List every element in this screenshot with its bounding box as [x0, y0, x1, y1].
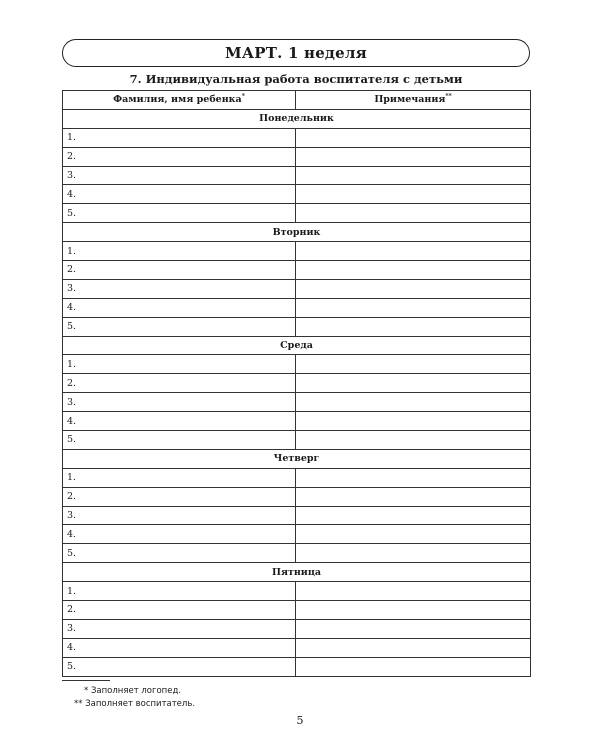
day-row: [63, 223, 531, 242]
child-name-cell[interactable]: 5.: [63, 317, 296, 336]
table-row: [63, 355, 531, 374]
table-row: [63, 468, 531, 487]
table-row: [63, 317, 531, 336]
notes-footnote-mark: **: [445, 93, 452, 101]
notes-cell[interactable]: [296, 468, 531, 487]
table-row: [63, 487, 531, 506]
footnote-divider: [62, 680, 110, 681]
notes-cell[interactable]: [296, 279, 531, 298]
child-name-cell[interactable]: 1.: [63, 355, 296, 374]
child-name-cell[interactable]: 3.: [63, 619, 296, 638]
table-row: [63, 298, 531, 317]
week-header: [62, 39, 530, 67]
notes-cell[interactable]: [296, 657, 531, 676]
notes-cell[interactable]: [296, 128, 531, 147]
table-row: [63, 393, 531, 412]
child-name-cell[interactable]: 2.: [63, 261, 296, 280]
notes-cell[interactable]: [296, 393, 531, 412]
notes-cell[interactable]: [296, 506, 531, 525]
table-row: [63, 279, 531, 298]
notes-cell[interactable]: [296, 298, 531, 317]
table-row: [63, 601, 531, 620]
table-row: [63, 582, 531, 601]
child-name-cell[interactable]: 2.: [63, 374, 296, 393]
table-row: [63, 242, 531, 261]
table-row: [63, 261, 531, 280]
day-label: Вторник: [63, 223, 531, 242]
notes-cell[interactable]: [296, 185, 531, 204]
footnote-speech-therapist: * Заполняет логопед.: [84, 686, 182, 696]
child-name-cell[interactable]: 2.: [63, 147, 296, 166]
section-title: 7. Индивидуальная работа воспитателя с детьми: [129, 72, 463, 86]
child-name-cell[interactable]: 4.: [63, 638, 296, 657]
notes-cell[interactable]: [296, 619, 531, 638]
table-row: [63, 638, 531, 657]
notes-cell[interactable]: [296, 355, 531, 374]
table-row: [63, 185, 531, 204]
child-name-cell[interactable]: 4.: [63, 298, 296, 317]
day-row: [63, 336, 531, 355]
child-name-cell[interactable]: 3.: [63, 166, 296, 185]
child-name-cell[interactable]: 5.: [63, 657, 296, 676]
table-row: [63, 431, 531, 450]
notes-cell[interactable]: [296, 487, 531, 506]
child-name-cell[interactable]: 4.: [63, 185, 296, 204]
child-name-cell[interactable]: 1.: [63, 242, 296, 261]
child-name-cell[interactable]: 1.: [63, 582, 296, 601]
notes-cell[interactable]: [296, 525, 531, 544]
notes-header: Примечания**: [296, 91, 531, 110]
day-label: Среда: [63, 336, 531, 355]
day-label: Четверг: [63, 449, 531, 468]
notes-cell[interactable]: [296, 166, 531, 185]
table-row: [63, 657, 531, 676]
child-name-cell[interactable]: 1.: [63, 468, 296, 487]
table-row: [63, 506, 531, 525]
footnote-teacher: ** Заполняет воспитатель.: [74, 699, 196, 709]
notes-cell[interactable]: [296, 242, 531, 261]
notes-cell[interactable]: [296, 317, 531, 336]
week-title: МАРТ. 1 неделя: [225, 44, 367, 62]
individual-work-table: [62, 90, 531, 677]
child-name-cell[interactable]: 1.: [63, 128, 296, 147]
notes-cell[interactable]: [296, 601, 531, 620]
child-name-footnote-mark: *: [241, 93, 245, 101]
child-name-cell[interactable]: 3.: [63, 393, 296, 412]
notes-cell[interactable]: [296, 147, 531, 166]
notes-cell[interactable]: [296, 638, 531, 657]
child-name-cell[interactable]: 5.: [63, 431, 296, 450]
notes-cell[interactable]: [296, 544, 531, 563]
child-name-cell[interactable]: 3.: [63, 279, 296, 298]
table-header-row: [63, 91, 531, 110]
day-row: [63, 109, 531, 128]
table-row: [63, 619, 531, 638]
table-row: [63, 128, 531, 147]
child-name-cell[interactable]: 2.: [63, 487, 296, 506]
table-row: [63, 166, 531, 185]
table-row: [63, 544, 531, 563]
table-row: [63, 147, 531, 166]
child-name-cell[interactable]: 2.: [63, 601, 296, 620]
child-name-cell[interactable]: 3.: [63, 506, 296, 525]
notes-cell[interactable]: [296, 261, 531, 280]
notes-cell[interactable]: [296, 582, 531, 601]
child-name-cell[interactable]: 4.: [63, 412, 296, 431]
table-row: [63, 525, 531, 544]
day-label: Пятница: [63, 563, 531, 582]
table-row: [63, 374, 531, 393]
table-row: [63, 204, 531, 223]
child-name-cell[interactable]: 4.: [63, 525, 296, 544]
notes-cell[interactable]: [296, 204, 531, 223]
page-number: 5: [296, 714, 304, 727]
child-name-header: Фамилия, имя ребенка*: [63, 91, 296, 110]
child-name-cell[interactable]: 5.: [63, 204, 296, 223]
notes-cell[interactable]: [296, 374, 531, 393]
child-name-cell[interactable]: 5.: [63, 544, 296, 563]
notes-cell[interactable]: [296, 412, 531, 431]
day-row: [63, 563, 531, 582]
notes-cell[interactable]: [296, 431, 531, 450]
table-row: [63, 412, 531, 431]
day-label: Понедельник: [63, 109, 531, 128]
day-row: [63, 449, 531, 468]
